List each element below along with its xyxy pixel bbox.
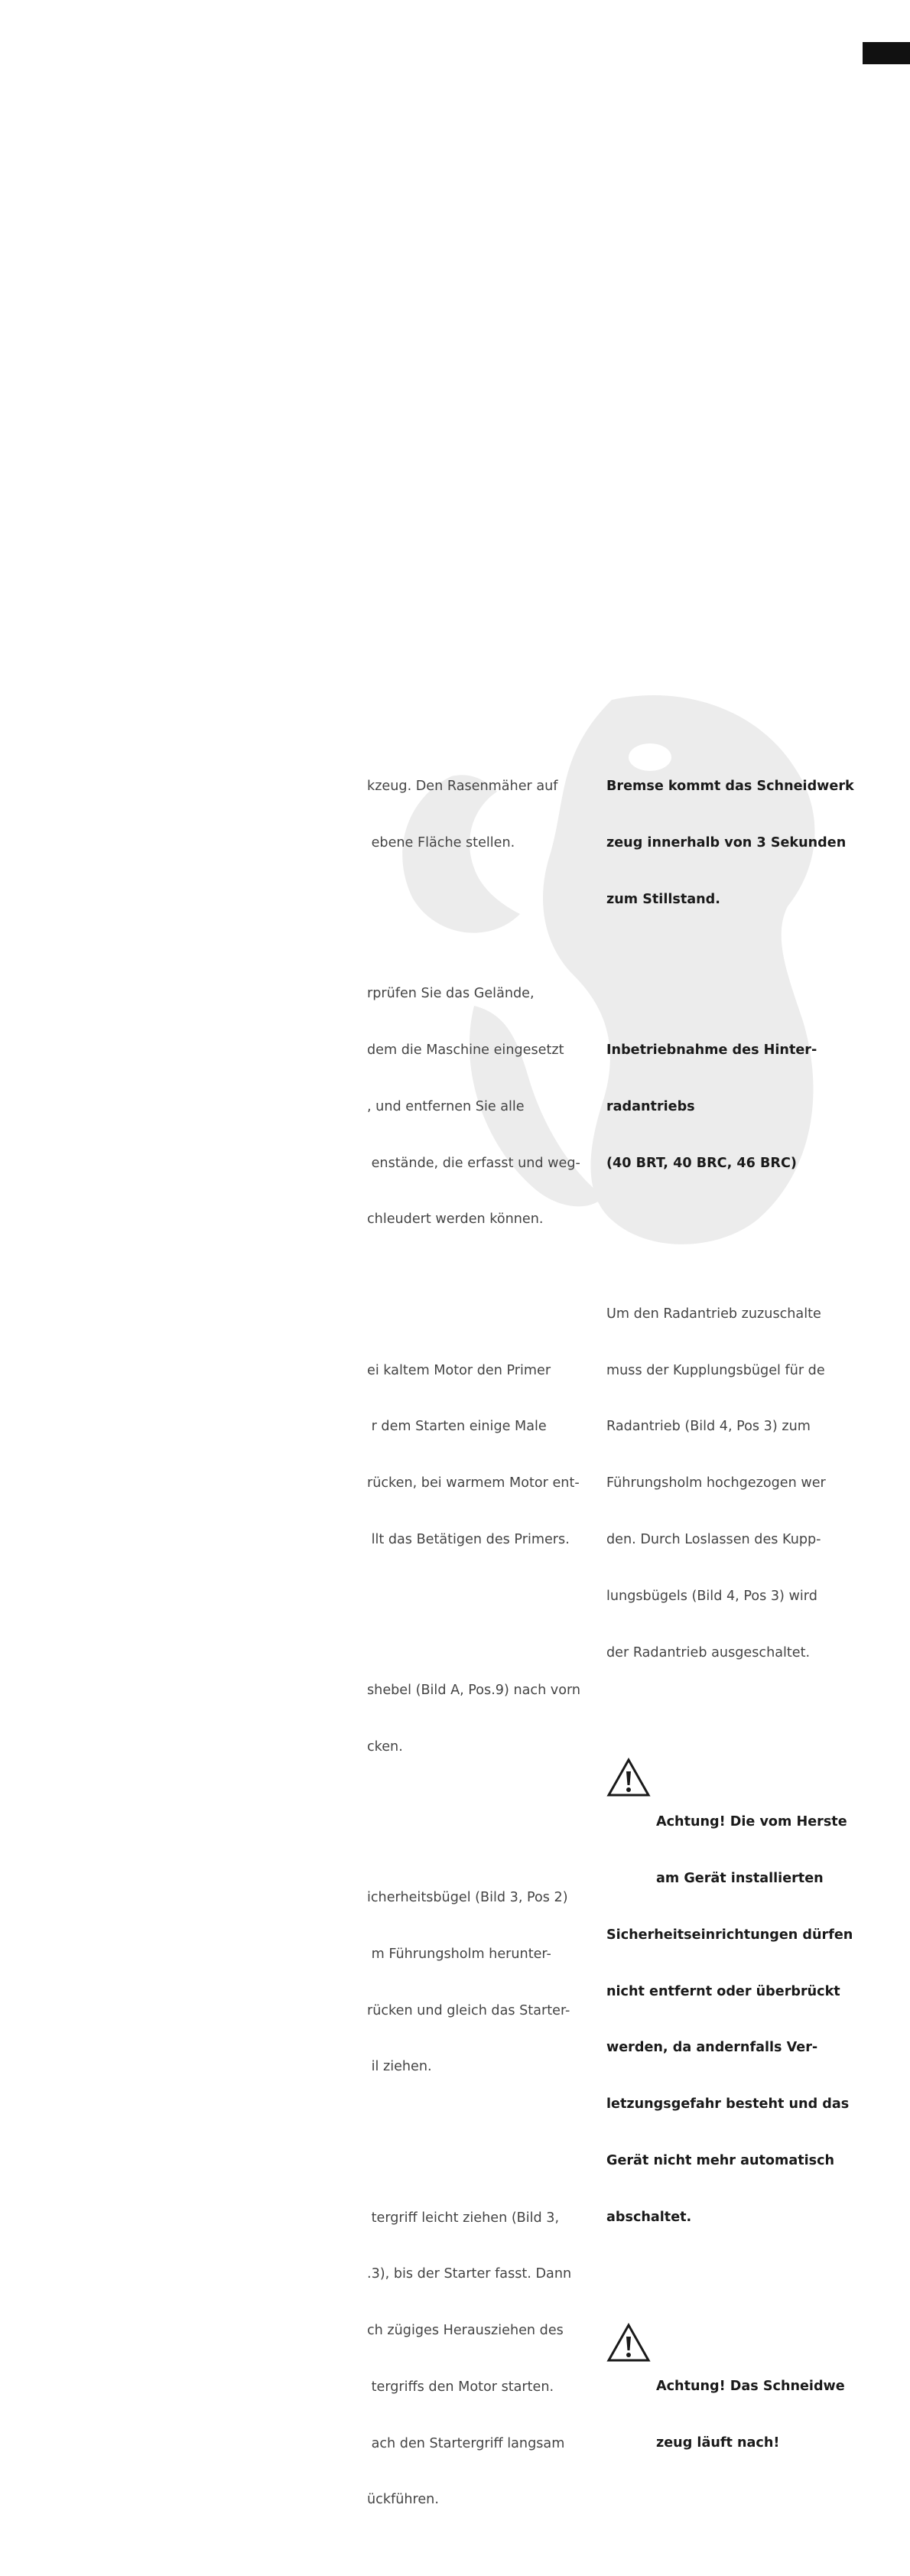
paragraph [367, 947, 589, 1267]
brake-note [606, 740, 910, 947]
text-line: rücken und gleich das Starter- [367, 2002, 570, 2018]
paragraph [367, 740, 589, 890]
warning-block [606, 2321, 910, 2490]
paragraph [367, 1323, 589, 1586]
text-line: .3), bis der Starter fasst. Dann [367, 2266, 572, 2282]
text-line: r dem Starten einige Male [367, 1419, 547, 1435]
text-line: tergriffs den Motor starten. [367, 2379, 554, 2395]
text-line: rprüfen Sie das Gelände, [367, 986, 535, 1002]
warning-triangle-icon [606, 2323, 651, 2363]
text-line: Achtung! Das Schneidwe [656, 2379, 845, 2395]
text-line: chleudert werden können. [367, 1212, 544, 1228]
paragraph [367, 1644, 589, 1794]
text-line: zeug innerhalb von 3 Sekunden [606, 835, 847, 851]
text-line: abschaltet. [606, 2209, 692, 2225]
heading-line: (40 BRT, 40 BRC, 46 BRC) [606, 1155, 797, 1171]
warning-triangle-icon [606, 1758, 651, 1797]
text-line: enstände, die erfasst und weg- [367, 1155, 580, 1171]
heading-line: radantriebs [606, 1098, 695, 1114]
text-line: ach den Startergriff langsam [367, 2435, 565, 2451]
text-line: Sicherheitseinrichtungen dürfen [606, 1927, 853, 1943]
text-line: m Führungsholm herunter- [367, 1946, 551, 1962]
text-line: , und entfernen Sie alle [367, 1098, 525, 1114]
text-line: Bremse kommt das Schneidwerk [606, 779, 854, 795]
section-heading [606, 1003, 910, 1211]
text-line: Achtung! Die vom Herste [656, 1814, 847, 1830]
text-line: zum Stillstand. [606, 891, 720, 907]
text-line: werden, da andernfalls Ver- [606, 2040, 818, 2056]
text-line: ückführen. [367, 2492, 439, 2508]
text-line: tergriff leicht ziehen (Bild 3, [367, 2210, 560, 2226]
text-line: zeug läuft nach! [656, 2435, 780, 2451]
text-line: kzeug. Den Rasenmäher auf [367, 779, 558, 795]
paragraph [606, 1267, 910, 1700]
text-line: rücken, bei warmem Motor ent- [367, 1475, 580, 1491]
paragraph [367, 1851, 589, 2114]
text-line: am Gerät installierten [656, 1871, 824, 1887]
text-line: lungsbügels (Bild 4, Pos 3) wird [606, 1588, 817, 1604]
text-line: Radantrieb (Bild 4, Pos 3) zum [606, 1419, 811, 1435]
text-line: nicht entfernt oder überbrückt [606, 1983, 840, 1999]
text-line: cken. [367, 1738, 403, 1755]
text-line: icherheitsbügel (Bild 3, Pos 2) [367, 1890, 568, 1906]
text-line: il ziehen. [367, 2059, 432, 2075]
text-line: shebel (Bild A, Pos.9) nach vorn [367, 1683, 581, 1699]
text-line: ebene Fläche stellen. [367, 835, 515, 851]
text-line: den. Durch Loslassen des Kupp- [606, 1531, 821, 1547]
text-line: Führungsholm hochgezogen wer [606, 1475, 826, 1491]
paragraph [367, 2171, 589, 2547]
text-line: dem die Maschine eingesetzt [367, 1042, 564, 1059]
text-line: der Radantrieb ausgeschaltet. [606, 1644, 811, 1660]
warning-block [606, 1756, 910, 2264]
text-line: ei kaltem Motor den Primer [367, 1362, 551, 1378]
text-line: Gerät nicht mehr automatisch [606, 2152, 835, 2168]
left-text-column [367, 702, 589, 2576]
right-text-column [606, 702, 910, 2529]
text-line: llt das Betätigen des Primers. [367, 1531, 570, 1547]
heading-line: Inbetriebnahme des Hinter- [606, 1042, 817, 1059]
text-line: ch zügiges Herausziehen des [367, 2323, 564, 2339]
text-line: muss der Kupplungsbügel für de [606, 1362, 825, 1378]
text-line: Um den Radantrieb zuzuschalte [606, 1306, 821, 1322]
section-tab-marker [863, 42, 910, 64]
text-line: letzungsgefahr besteht und das [606, 2096, 850, 2113]
